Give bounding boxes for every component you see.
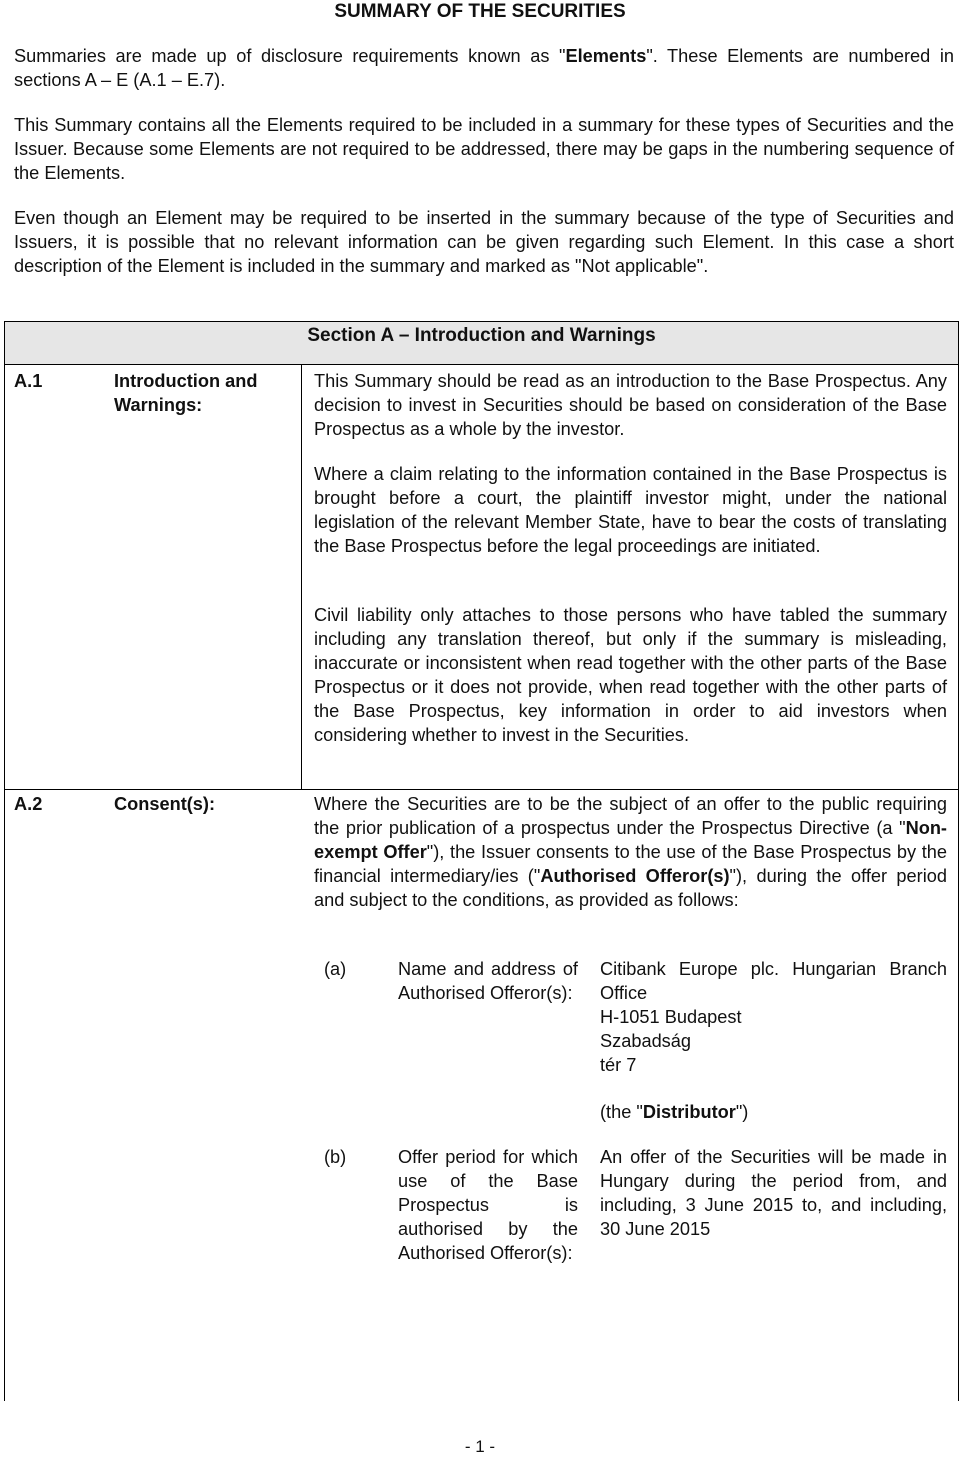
intro-paragraph-1 (14, 44, 954, 92)
text-run: Summaries are made up of disclosure requirements known as " (14, 46, 566, 66)
bold-term: Non-exempt Offer (314, 818, 947, 862)
bold-term: Elements (565, 46, 647, 66)
text-run: "), the Issuer consents to the use of the Base Prospectus by the financial intermediary/ies (" (314, 842, 947, 886)
text-run: This Summary contains all the Elements required to be included in a summary for these types of Securities and the Issuer. Because some Elements are not required to be addressed, there may be gaps in the numbering sequence of the Elements. (14, 115, 954, 183)
text-run: ". These Elements are numbered in sections A – E (A.1 – E.7). (14, 46, 954, 90)
element-a2-id: A.2 (14, 794, 43, 814)
bold-term: Distributor (642, 1102, 736, 1122)
document-title: SUMMARY OF THE SECURITIES (334, 1, 626, 22)
text-run: (the " (600, 1102, 643, 1122)
table-left-border (4, 321, 5, 1401)
address-line: Citibank Europe plc. Hungarian Branch Office (600, 959, 947, 1003)
address-line: H-1051 Budapest (600, 1007, 742, 1027)
a1-paragraph-3: Civil liability only attaches to those persons who have tabled the summary including any translation thereof, but only if the summary is misleading, inaccurate or inconsistent when read together with the other parts of the Base Prospectus or it does not provide, when read together with the other parts of the Base Prospectus, key information in order to aid investors when considering whether to invest in the Securities. (314, 605, 947, 745)
a1-paragraph-2: Where a claim relating to the information contained in the Base Prospectus is brought before a court, the plaintiff investor might, under the national legislation of the relevant Member State, have to bear the costs of translating the Base Prospectus before the legal proceedings are initiated. (314, 464, 947, 556)
element-a1-id: A.1 (14, 371, 43, 391)
page-number: - 1 - (464, 1437, 496, 1456)
item-a-address (600, 957, 947, 1077)
element-a2-title: Consent(s): (114, 794, 216, 814)
section-a-header (5, 322, 958, 365)
text-run: Even though an Element may be required to be inserted in the summary because of the type of Securities and Issuers, it is possible that no relevant information can be given regarding such Element. In this case a short description of the Element is included in the summary and marked as "Not applicable". (14, 208, 954, 276)
address-line: tér 7 (600, 1055, 637, 1075)
intro-paragraph-3 (14, 206, 954, 278)
element-a1-title: Introduction and Warnings: (114, 371, 258, 415)
section-a-heading: Section A – Introduction and Warnings (307, 325, 656, 346)
item-a-letter: (a) (324, 959, 347, 979)
intro-paragraph-2 (14, 113, 954, 185)
item-a-distributor-note (600, 1100, 947, 1124)
a2-consent-paragraph (314, 792, 947, 912)
item-b-label: Offer period for which use of the Base Prospectus is authorised by the Authorised Offeror(s): (398, 1147, 578, 1263)
item-b-value: An offer of the Securities will be made in Hungary during the period from, and including, 3 June 2015 to, and including, 30 June 2015 (600, 1147, 947, 1239)
bold-term: Authorised Offeror(s) (540, 866, 730, 886)
a1-paragraph-1: This Summary should be read as an introduction to the Base Prospectus. Any decision to invest in Securities should be based on consideration of the Base Prospectus as a whole by the investor. (314, 371, 947, 439)
table-right-border (958, 321, 959, 1401)
address-line: Szabadság (600, 1031, 692, 1051)
item-b-letter: (b) (324, 1147, 347, 1167)
column-divider (301, 364, 302, 789)
row-divider (5, 789, 958, 790)
text-run: "), during the offer period and subject to the conditions, as provided as follows: (314, 866, 947, 910)
text-run: ") (735, 1102, 749, 1122)
item-a-label: Name and address of Authorised Offeror(s): (398, 959, 578, 1003)
text-run: Where the Securities are to be the subject of an offer to the public requiring the prior publication of a prospectus under the Prospectus Directive (a " (314, 794, 947, 838)
